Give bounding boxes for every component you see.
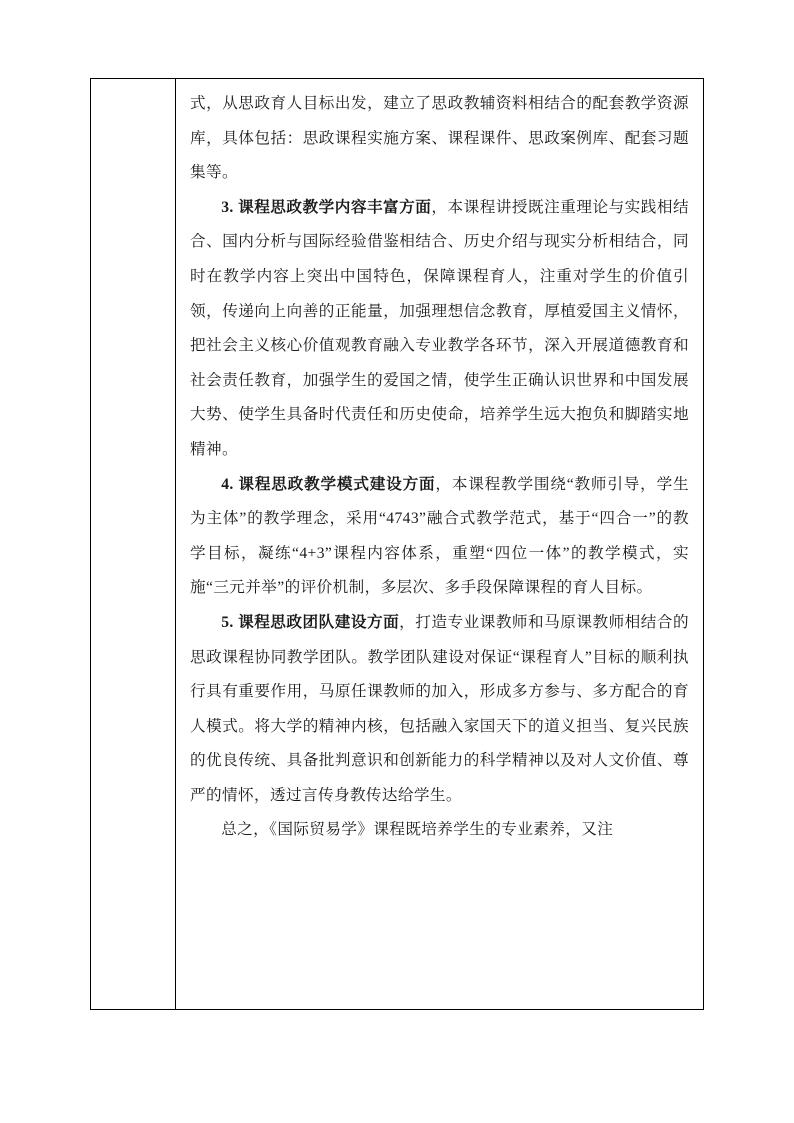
- table-main-column: [176, 79, 703, 1009]
- paragraph-item-3: [190, 191, 689, 468]
- paragraph-summary: [190, 813, 689, 848]
- paragraph-item-4-text: ，本课程教学围绕“教师引导，学生为主体”的教学理念，采用“4743”融合式教学范式，基于“四合一”的教学目标，凝练“4+3”课程内容体系，重塑“四位一体”的教学模式，实施“三元并举”的评价机制，多层次、多手段保障课程的育人目标。: [190, 475, 689, 597]
- paragraph-item-3-text: ，本课程讲授既注重理论与实践相结合、国内分析与国际经验借鉴相结合、历史介绍与现实分析相结合，同时在教学内容上突出中国特色，保障课程育人，注重对学生的价值引领，传递向上向善的正能量，加强理想信念教育，厚植爱国主义情怀，把社会主义核心价值观教育融入专业教学各环节，深入开展道德教育和社会责任教育，加强学生的爱国之情，使学生正确认识世界和中国发展大势、使学生具备时代责任和历史使命，培养学生远大抱负和脚踏实地精神。: [190, 198, 689, 458]
- paragraph-item-5: [190, 606, 689, 814]
- paragraph-item-4: [190, 468, 689, 606]
- paragraph-item-4-heading: 4. 课程思政教学模式建设方面: [221, 475, 436, 493]
- paragraph-continued: [190, 87, 689, 191]
- paragraph-summary-text: 总之，《国际贸易学》课程既培养学生的专业素养，又注: [221, 821, 614, 839]
- content-table: [90, 78, 704, 1010]
- table-left-column: [91, 79, 176, 1009]
- paragraph-text: 式，从思政育人目标出发，建立了思政教辅资料相结合的配套教学资源库，具体包括：思政课程实施方案、课程课件、思政案例库、配套习题集等。: [190, 95, 689, 182]
- paragraph-item-5-heading: 5. 课程思政团队建设方面: [221, 613, 400, 631]
- paragraph-item-3-heading: 3. 课程思政教学内容丰富方面: [221, 198, 432, 216]
- paragraph-item-5-text: ，打造专业课教师和马原课教师相结合的思政课程协同教学团队。教学团队建设对保证“课程育人”目标的顺利执行具有重要作用，马原任课教师的加入，形成多方参与、多方配合的育人模式。将大学的精神内核，包括融入家国天下的道义担当、复兴民族的优良传统、具备批判意识和创新能力的科学精神以及对人文价值、尊严的情怀，透过言传身教传达给学生。: [190, 613, 689, 804]
